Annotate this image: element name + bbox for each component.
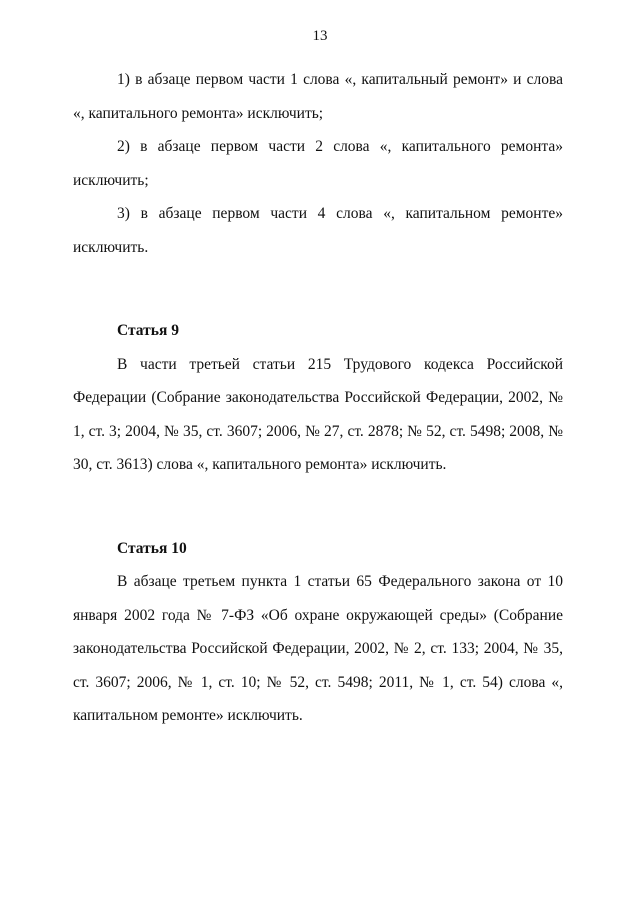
article-10-heading: Статья 10: [117, 539, 187, 557]
page-number: 13: [312, 28, 328, 44]
document-body: [73, 63, 563, 733]
article-10-text: В абзаце третьем пункта 1 статьи 65 Федерального закона от 10 января 2002 года № 7-ФЗ «Об охране окружающей среды» (Собрание законодательства Российской Федерации, 2002, № 2, ст. 133; 2004, № 35, ст. 3607; 2006, № 1, ст. 10; № 52, ст. 5498; 2011, № 1, ст. 54) слова «, капитальном ремонте» исключить.: [73, 573, 563, 724]
article-9-heading: Статья 9: [117, 322, 179, 339]
article-9-section: [73, 314, 563, 482]
amendment-item-2: 2) в абзаце первом части 2 слова «, капитального ремонта» исключить;: [73, 138, 563, 189]
article-10-section: [73, 532, 563, 733]
article-9-text: В части третьей статьи 215 Трудового кодекса Российской Федерации (Собрание законодательства Российской Федерации, 2002, № 1, ст. 3; 2004, № 35, ст. 3607; 2006, № 27, ст. 2878; № 52, ст. 5498; 2008, № 30, ст. 3613) слова «, капитального ремонта» исключить.: [73, 355, 563, 473]
amendment-item-3: 3) в абзаце первом части 4 слова «, капитальном ремонте» исключить.: [73, 205, 563, 256]
amendment-item-1: 1) в абзаце первом части 1 слова «, капитальный ремонт» и слова «, капитального ремонта» исключить;: [73, 71, 563, 122]
